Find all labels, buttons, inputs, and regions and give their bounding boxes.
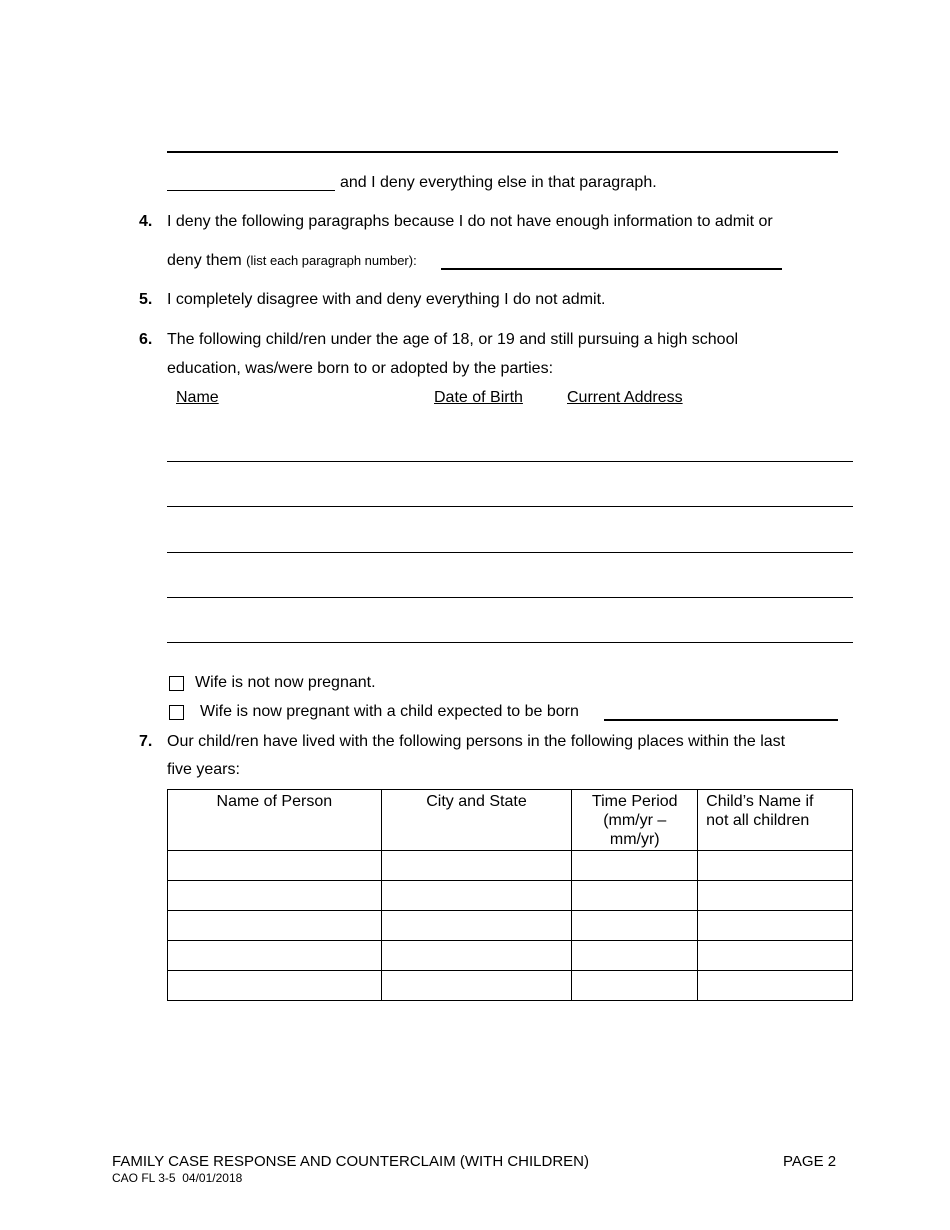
table-cell[interactable]: [572, 881, 698, 911]
child-entry-line-1[interactable]: [167, 461, 853, 462]
table-row: [168, 851, 853, 881]
item4-line2-small: (list each paragraph number):: [246, 253, 417, 268]
not-pregnant-checkbox[interactable]: [169, 676, 184, 691]
table-cell[interactable]: [381, 851, 572, 881]
table-cell[interactable]: [381, 881, 572, 911]
table-cell[interactable]: [698, 881, 853, 911]
item7-line1: Our child/ren have lived with the following persons in the following places within the last: [167, 733, 786, 750]
item6-line1: The following child/ren under the age of 18, or 19 and still pursuing a high school: [167, 331, 739, 348]
item3-blank-line-top[interactable]: [167, 151, 838, 153]
item5-number: 5.: [139, 291, 153, 308]
table-row: [168, 941, 853, 971]
item7-number: 7.: [139, 733, 153, 750]
table-cell[interactable]: [168, 941, 382, 971]
table-cell[interactable]: [168, 881, 382, 911]
table-cell[interactable]: [168, 851, 382, 881]
header-time-period-line1: Time Period: [591, 793, 678, 810]
table-cell[interactable]: [381, 911, 572, 941]
item3-blank-line-short[interactable]: [167, 190, 335, 191]
header-time-period-line2: (mm/yr –: [603, 812, 667, 829]
child-entry-line-4[interactable]: [167, 597, 853, 598]
item4-number: 4.: [139, 213, 153, 230]
child-entry-line-5[interactable]: [167, 642, 853, 643]
header-child-name-line2: not all children: [706, 812, 810, 829]
footer-title: FAMILY CASE RESPONSE AND COUNTERCLAIM (WITH CHILDREN): [112, 1153, 590, 1170]
footer-form-id: CAO FL 3-5 04/01/2018: [112, 1171, 243, 1185]
table-cell[interactable]: [168, 911, 382, 941]
table-cell[interactable]: [572, 911, 698, 941]
table-cell[interactable]: [572, 971, 698, 1001]
header-city-and-state: City and State: [381, 790, 572, 851]
header-child-name-line1: Child’s Name if: [706, 793, 814, 810]
item3-continuation-text: and I deny everything else in that paragraph.: [340, 174, 657, 191]
table-cell[interactable]: [698, 971, 853, 1001]
item4-line2: [167, 252, 417, 270]
table-header-row: [168, 790, 853, 851]
table-row: [168, 881, 853, 911]
pregnant-label: Wife is now pregnant with a child expected to be born: [200, 703, 579, 720]
header-name-of-person: Name of Person: [168, 790, 382, 851]
not-pregnant-label: Wife is not now pregnant.: [195, 674, 376, 691]
table-row: [168, 971, 853, 1001]
item4-line2-main: deny them: [167, 252, 242, 269]
header-time-period-line3: mm/yr): [609, 831, 660, 848]
table-cell[interactable]: [381, 941, 572, 971]
item4-paragraph-numbers-line[interactable]: [441, 268, 782, 270]
header-child-name: [698, 790, 853, 851]
table-cell[interactable]: [381, 971, 572, 1001]
table-cell[interactable]: [168, 971, 382, 1001]
children-header-address: Current Address: [567, 389, 683, 406]
table-cell[interactable]: [698, 941, 853, 971]
table-cell[interactable]: [572, 941, 698, 971]
expected-birth-date-line[interactable]: [604, 719, 838, 721]
header-time-period: [572, 790, 698, 851]
child-entry-line-2[interactable]: [167, 506, 853, 507]
item6-number: 6.: [139, 331, 153, 348]
residence-history-table: [167, 789, 853, 1001]
pregnant-checkbox[interactable]: [169, 705, 184, 720]
child-entry-line-3[interactable]: [167, 552, 853, 553]
table-cell[interactable]: [572, 851, 698, 881]
item5-text: I completely disagree with and deny everything I do not admit.: [167, 291, 606, 308]
footer-page-number: PAGE 2: [783, 1153, 837, 1170]
children-header-name: Name: [176, 389, 219, 406]
table-cell[interactable]: [698, 851, 853, 881]
item6-line2: education, was/were born to or adopted by the parties:: [167, 360, 554, 377]
children-header-dob: Date of Birth: [434, 389, 523, 406]
item4-line1: I deny the following paragraphs because I do not have enough information to admit or: [167, 213, 773, 230]
table-cell[interactable]: [698, 911, 853, 941]
table-row: [168, 911, 853, 941]
item7-line2: five years:: [167, 761, 240, 778]
